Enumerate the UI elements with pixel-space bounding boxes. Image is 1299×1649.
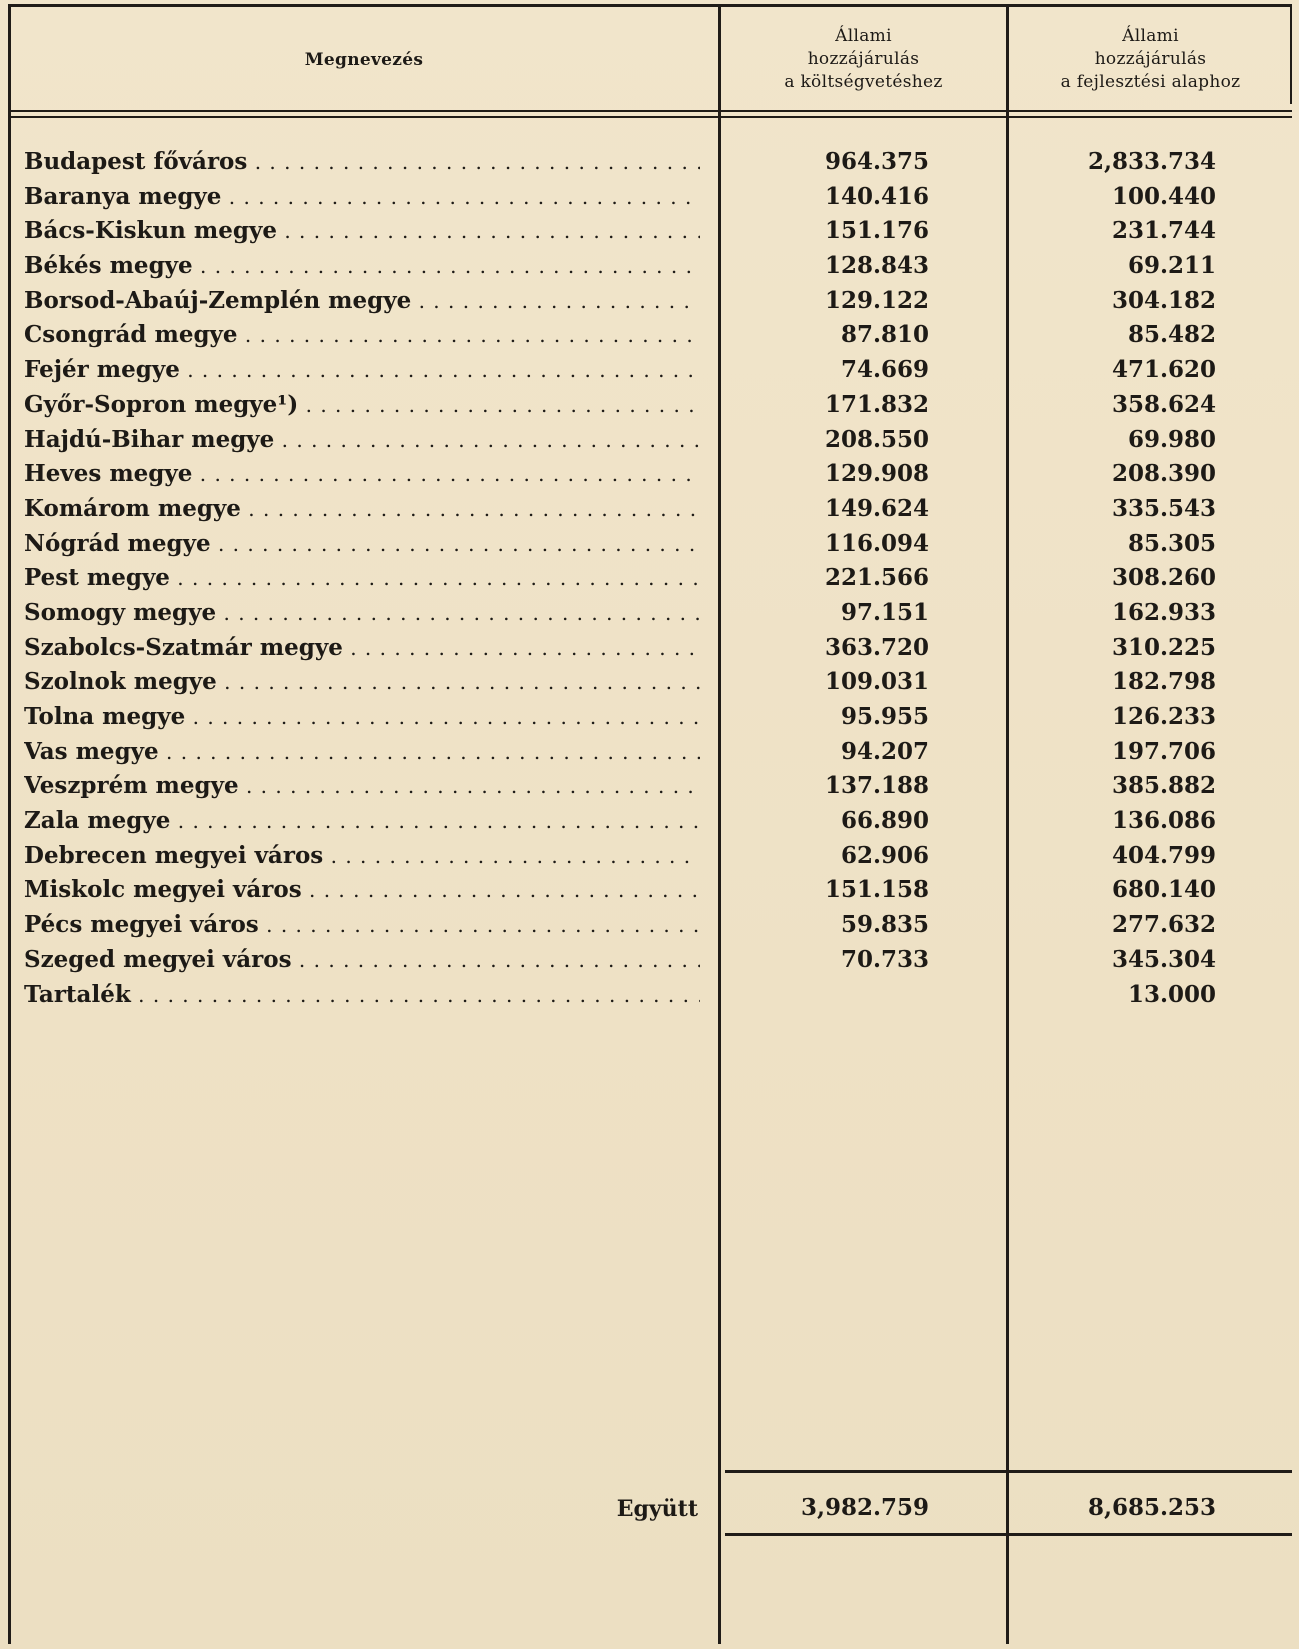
row-name: Tartalék . . . xyxy=(24,978,700,1012)
row-development-value: 136.086 xyxy=(1111,807,1216,835)
row-development-value: 404.799 xyxy=(1111,841,1216,869)
row-budget-value: 208.550 xyxy=(824,425,929,453)
row-name: Borsod-Abaúj-Zemplén megye . . . xyxy=(24,284,700,318)
frame-top-rule xyxy=(8,4,1292,7)
table-row xyxy=(0,700,1299,735)
row-development-value: 126.233 xyxy=(1111,703,1216,730)
row-name: Veszprém megye . . . xyxy=(24,769,700,803)
row-budget-value: 109.031 xyxy=(824,668,929,696)
row-name: Budapest főváros . . . xyxy=(24,145,700,179)
row-name: Szabolcs-Szatmár megye . . . xyxy=(24,631,700,665)
column-header-development-line: hozzájárulás xyxy=(1094,49,1207,69)
table-row xyxy=(0,561,1299,596)
row-development-value: 2,833.734 xyxy=(1087,148,1216,175)
row-name: Zala megye . . . xyxy=(24,804,700,838)
table-row xyxy=(0,769,1299,804)
row-name: Komárom megye . . . xyxy=(24,492,700,526)
total-development-value: 8,685.253 xyxy=(1087,1494,1216,1521)
row-budget-value: 137.188 xyxy=(824,772,929,800)
row-name: Szolnok megye . . . xyxy=(24,665,700,699)
table-row xyxy=(0,318,1299,353)
row-budget-value: 151.176 xyxy=(824,217,929,245)
row-development-value: 85.305 xyxy=(1127,529,1216,557)
row-name: Tolna megye . . . xyxy=(24,700,700,734)
row-development-value: 308.260 xyxy=(1111,564,1216,592)
column-header-budget-line: a költségvetéshez xyxy=(784,72,943,92)
row-name: Miskolc megyei város . . . xyxy=(24,873,700,907)
table-row xyxy=(0,665,1299,700)
column-header-development-line: Állami xyxy=(1122,26,1179,46)
table-row xyxy=(0,873,1299,908)
row-name: Nógrád megye . . . xyxy=(24,527,700,561)
row-development-value: 13.000 xyxy=(1127,980,1216,1008)
table-row xyxy=(0,249,1299,284)
table-row xyxy=(0,214,1299,249)
row-development-value: 335.543 xyxy=(1111,494,1216,522)
table-row xyxy=(0,180,1299,215)
column-header-budget-line: hozzájárulás xyxy=(807,49,920,69)
row-budget-value: 62.906 xyxy=(840,841,929,869)
row-budget-value: 74.669 xyxy=(840,356,929,384)
total-bottom-rule xyxy=(725,1533,1292,1536)
row-development-value: 385.882 xyxy=(1111,772,1216,800)
row-name: Pécs megyei város . . . xyxy=(24,908,700,942)
total-label: Együtt xyxy=(616,1496,698,1522)
row-budget-value: 171.832 xyxy=(824,390,929,418)
row-name: Szeged megyei város . . . xyxy=(24,943,700,977)
table-row xyxy=(0,423,1299,458)
row-development-value: 69.980 xyxy=(1127,425,1216,453)
header-bottom-rule xyxy=(8,110,1292,112)
row-budget-value: 116.094 xyxy=(824,529,929,557)
row-budget-value: 95.955 xyxy=(840,703,929,730)
row-budget-value: 221.566 xyxy=(824,564,929,592)
row-budget-value: 363.720 xyxy=(824,633,929,661)
table-row xyxy=(0,735,1299,770)
column-header-name: Megnevezés xyxy=(304,50,424,70)
row-name: Pest megye . . . xyxy=(24,561,700,595)
table-body xyxy=(0,145,1299,1012)
row-budget-value: 87.810 xyxy=(840,321,929,349)
row-development-value: 197.706 xyxy=(1111,737,1216,765)
row-budget-value: 149.624 xyxy=(824,494,929,522)
column-header-development-line: a fejlesztési alaphoz xyxy=(1060,72,1241,92)
row-name: Debrecen megyei város . . . xyxy=(24,839,700,873)
row-name: Hajdú-Bihar megye . . . xyxy=(24,423,700,457)
header-bottom-rule-2 xyxy=(8,116,1292,118)
row-development-value: 162.933 xyxy=(1111,598,1216,626)
table-row xyxy=(0,457,1299,492)
row-name: Somogy megye . . . xyxy=(24,596,700,630)
row-budget-value: 151.158 xyxy=(824,876,929,904)
row-name: Csongrád megye . . . xyxy=(24,318,700,352)
row-development-value: 680.140 xyxy=(1111,876,1216,904)
table-row xyxy=(0,284,1299,319)
row-name: Fejér megye . . . xyxy=(24,353,700,387)
row-name: Győr-Sopron megye¹) . . . xyxy=(24,388,700,422)
row-development-value: 69.211 xyxy=(1127,252,1216,280)
table-row xyxy=(0,839,1299,874)
table-row xyxy=(0,388,1299,423)
table-row xyxy=(0,631,1299,666)
total-budget-value: 3,982.759 xyxy=(800,1494,929,1521)
table-row xyxy=(0,353,1299,388)
row-development-value: 277.632 xyxy=(1111,911,1216,939)
row-budget-value: 964.375 xyxy=(824,148,929,175)
row-budget-value: 97.151 xyxy=(840,598,929,626)
total-top-rule xyxy=(725,1470,1292,1473)
column-header-development xyxy=(1009,25,1292,94)
table-row xyxy=(0,527,1299,562)
table-row xyxy=(0,978,1299,1013)
row-budget-value: 140.416 xyxy=(824,182,929,210)
row-development-value: 85.482 xyxy=(1127,321,1216,349)
row-development-value: 310.225 xyxy=(1111,633,1216,661)
table-row xyxy=(0,145,1299,180)
table-row xyxy=(0,492,1299,527)
row-development-value: 231.744 xyxy=(1111,217,1216,245)
row-development-value: 182.798 xyxy=(1111,668,1216,696)
column-header-budget-line: Állami xyxy=(835,26,892,46)
row-name: Vas megye . . . xyxy=(24,735,700,769)
row-name: Békés megye . . . xyxy=(24,249,700,283)
row-budget-value: 128.843 xyxy=(824,252,929,280)
table-row xyxy=(0,908,1299,943)
row-development-value: 345.304 xyxy=(1111,945,1216,973)
row-development-value: 100.440 xyxy=(1111,182,1216,210)
row-name: Heves megye . . . xyxy=(24,457,700,491)
row-development-value: 358.624 xyxy=(1111,390,1216,418)
row-development-value: 304.182 xyxy=(1111,286,1216,314)
row-development-value: 471.620 xyxy=(1111,356,1216,384)
table-row xyxy=(0,804,1299,839)
row-budget-value: 94.207 xyxy=(840,737,929,765)
row-development-value: 208.390 xyxy=(1111,460,1216,488)
row-name: Baranya megye . . . xyxy=(24,180,700,214)
row-budget-value: 66.890 xyxy=(840,807,929,835)
column-header-budget xyxy=(721,25,1006,94)
row-name: Bács-Kiskun megye . . . xyxy=(24,214,700,248)
table-row xyxy=(0,596,1299,631)
row-budget-value: 129.908 xyxy=(824,460,929,488)
row-budget-value: 59.835 xyxy=(840,911,929,939)
row-budget-value: 129.122 xyxy=(824,286,929,314)
row-budget-value: 70.733 xyxy=(840,945,929,973)
table-row xyxy=(0,943,1299,978)
